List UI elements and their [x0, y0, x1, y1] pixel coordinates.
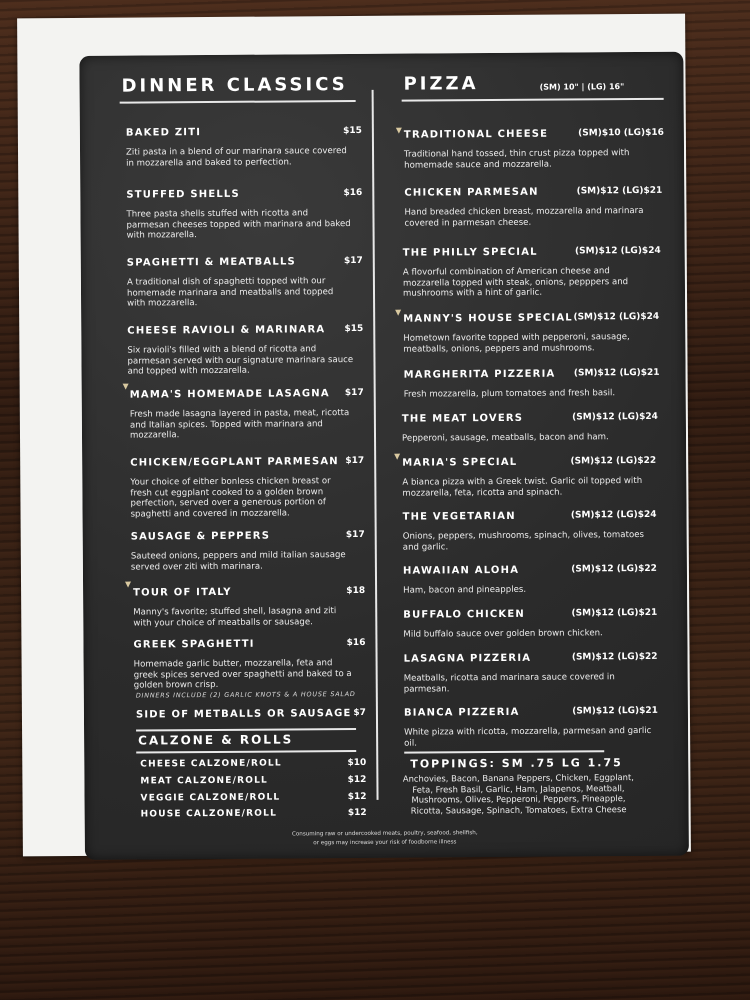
- item-name: STUFFED SHELLS: [126, 188, 240, 201]
- item-price: $12: [347, 774, 367, 786]
- item-price: $15: [344, 323, 364, 335]
- pizza-item: [403, 510, 657, 553]
- item-price: $12: [347, 807, 367, 819]
- item-name: CHEESE CALZONE/ROLL: [140, 758, 282, 770]
- dinner-note: DINNERS INCLUDE (2) GARLIC KNOTS & A HOUSE SALAD: [135, 689, 356, 700]
- pizza-item: [403, 608, 657, 640]
- item-name: BUFFALO CHICKEN: [403, 608, 526, 621]
- item-description: Traditional hand tossed, thin crust pizza topped with homemade sauce and mozzarella.: [404, 148, 630, 171]
- item-name: CHICKEN PARMESAN: [404, 186, 539, 199]
- dinner-item: [127, 324, 363, 377]
- item-name: GREEK SPAGHETTI: [133, 638, 255, 651]
- item-price: (SM)$12 (LG)$24: [573, 311, 660, 323]
- dinner-item: [127, 256, 363, 309]
- column-divider: [372, 90, 379, 800]
- item-description: Manny's favorite; stuffed shell, lasagna and ziti with your choice of meatballs or sausage.: [133, 606, 337, 629]
- item-price: (SM)$12 (LG)$21: [573, 367, 660, 379]
- leaf-icon: [125, 582, 131, 588]
- item-name: CHEESE RAVIOLI & MARINARA: [127, 324, 326, 337]
- item-description: Six ravioli's filled with a blend of ricotta and parmesan served with our signature marinara sauce and topped with mozzarella.: [127, 344, 354, 377]
- pizza-title-rule: [402, 98, 664, 102]
- pizza-sizes: (SM) 10" | (LG) 16": [539, 82, 625, 92]
- item-price: (SM)$12 (LG)$21: [572, 705, 658, 717]
- item-description: Mild buffalo sauce over golden brown chicken.: [403, 628, 603, 640]
- item-price: $17: [345, 529, 365, 541]
- item-name: HAWAIIAN ALOHA: [402, 564, 520, 577]
- item-description: White pizza with ricotta, mozzarella, parmesan and garlic oil.: [404, 725, 652, 749]
- item-description: Meatballs, ricotta and marinara sauce covered in parmesan.: [403, 672, 615, 695]
- item-price: $12: [347, 791, 367, 803]
- item-price: (SM)$12 (LG)$21: [571, 607, 658, 619]
- disclaimer-line: Consuming raw or undercooked meats, poultry, seafood, shellfish,: [291, 830, 478, 838]
- item-name: MARGHERITA PIZZERIA: [403, 368, 556, 381]
- item-price: (SM)$12 (LG)$24: [570, 509, 657, 521]
- item-name: VEGGIE CALZONE/ROLL: [140, 792, 281, 804]
- pizza-item: [402, 456, 656, 499]
- pizza-item: [404, 186, 662, 229]
- leaf-icon: [395, 310, 401, 316]
- calzone-item: [140, 775, 366, 787]
- item-price: $10: [347, 757, 367, 769]
- item-description: Hometown favorite topped with pepperoni, sausage, meatballs, onions, peppers and mushrooms.: [403, 332, 630, 355]
- pizza-title: PIZZA: [403, 73, 479, 95]
- item-description: Fresh mozzarella, plum tomatoes and fresh basil.: [403, 388, 616, 400]
- item-description: Hand breaded chicken breast, mozzarella and marinara covered in parmesan cheese.: [404, 205, 644, 229]
- item-price: (SM)$12 (LG)$22: [571, 651, 658, 663]
- item-name: BIANCA PIZZERIA: [403, 706, 520, 719]
- dinner-item: [131, 530, 365, 573]
- side-item: [136, 708, 366, 721]
- item-price: $15: [343, 125, 362, 137]
- food-safety-disclaimer: [235, 829, 535, 849]
- item-price: $18: [346, 585, 366, 597]
- item-name: TRADITIONAL CHEESE: [403, 128, 549, 141]
- calzone-item: [140, 792, 366, 804]
- toppings-rule: [404, 750, 604, 753]
- dinner-item: [130, 388, 364, 441]
- dinner-item: [130, 456, 364, 520]
- item-description: A bianca pizza with a Greek twist. Garlic oil topped with mozzarella, feta, ricotta and spinach.: [402, 475, 643, 499]
- pizza-item: [404, 368, 660, 400]
- item-description: Sauteed onions, peppers and mild italian sausage served over ziti with marinara.: [130, 550, 346, 573]
- pizza-item: [403, 312, 659, 355]
- item-name: LASAGNA PIZZERIA: [403, 652, 532, 665]
- pizza-item: [403, 564, 657, 596]
- item-description: Ham, bacon and pineapples.: [403, 584, 527, 596]
- item-price: (SM)$12 (LG)$22: [570, 455, 657, 467]
- pizza-item: [404, 652, 658, 695]
- item-name: SAUSAGE & PEPPERS: [130, 530, 271, 543]
- item-name: CHICKEN/EGGPLANT PARMESAN: [130, 456, 339, 469]
- item-description: A traditional dish of spaghetti topped with our homemade marinara and meatballs and topped with mozzarella.: [126, 276, 334, 309]
- dinner-item: [133, 586, 365, 629]
- item-name: HOUSE CALZONE/ROLL: [140, 808, 278, 820]
- pizza-item: [404, 706, 658, 749]
- toppings-list: Anchovies, Bacon, Banana Peppers, Chicken, Eggplant, Feta, Fresh Basil, Garlic, Ham, Jalapenos, Meatball, Mushrooms, Olives, Pepperoni, Peppers, Pineapple, Ricotta, Sausage, Spinach, Tomatoes, Extra Cheese: [402, 772, 634, 816]
- menu-board: [79, 52, 689, 860]
- item-name: TOUR OF ITALY: [133, 586, 232, 599]
- menu-paper: [17, 14, 691, 857]
- item-price: (SM)$12 (LG)$24: [572, 411, 658, 423]
- item-description: A flovorful combination of American cheese and mozzarella topped with steak, onions, pepppers and mushrooms with a hint of garlic.: [402, 266, 629, 299]
- item-price: $17: [344, 387, 364, 399]
- item-name: MEAT CALZONE/ROLL: [140, 775, 268, 787]
- calzone-item: [141, 808, 367, 820]
- item-price: $7: [353, 707, 366, 719]
- calzone-title: CALZONE & ROLLS: [138, 732, 294, 748]
- item-description: Homemade garlic butter, mozzarella, feta and greek spices served over spaghetti and baked to a golden brown crisp.: [133, 658, 352, 691]
- item-price: (SM)$12 (LG)$24: [574, 245, 661, 257]
- dinner-classics-title: DINNER CLASSICS: [121, 74, 348, 97]
- item-name: MAMA'S HOMEMADE LASAGNA: [129, 388, 330, 401]
- leaf-icon: [123, 384, 129, 390]
- item-price: (SM)$12 (LG)$22: [571, 563, 657, 575]
- pizza-item: [402, 412, 658, 444]
- item-name: SIDE OF METBALLS OR SAUSAGE: [135, 708, 352, 721]
- item-name: MARIA'S SPECIAL: [402, 456, 518, 469]
- item-name: SPAGHETTI & MEATBALLS: [126, 256, 296, 269]
- pizza-item: [403, 246, 661, 299]
- item-description: Ziti pasta in a blend of our marinara sauce covered in mozzarella and baked to perfection.: [125, 146, 347, 169]
- leaf-icon: [394, 454, 400, 460]
- item-description: Three pasta shells stuffed with ricotta and parmesan cheeses topped with marinara and baked with mozzarella.: [126, 208, 351, 241]
- item-price: $16: [343, 187, 363, 199]
- dinner-item: [133, 638, 365, 691]
- leaf-icon: [396, 128, 402, 134]
- toppings-title: TOPPINGS: SM .75 LG 1.75: [410, 756, 623, 771]
- item-name: THE PHILLY SPECIAL: [402, 246, 538, 259]
- dinner-item: [126, 188, 362, 241]
- calzone-top-rule: [136, 728, 356, 732]
- item-name: BAKED ZITI: [125, 127, 202, 139]
- item-price: (SM)$10 (LG)$16: [578, 127, 664, 139]
- item-price: (SM)$12 (LG)$21: [576, 185, 663, 197]
- calzone-bottom-rule: [136, 750, 356, 754]
- item-name: THE VEGETARIAN: [402, 510, 516, 523]
- item-description: Pepperoni, sausage, meatballs, bacon and ham.: [401, 432, 609, 444]
- item-name: MANNY'S HOUSE SPECIAL: [403, 312, 573, 325]
- disclaimer-line: or eggs may increase your risk of foodborne illness: [313, 839, 457, 847]
- item-description: Onions, peppers, mushrooms, spinach, olives, tomatoes and garlic.: [402, 529, 644, 553]
- calzone-item: [140, 758, 366, 770]
- pizza-item: [404, 128, 664, 171]
- dinner-item: [126, 126, 362, 169]
- item-name: THE MEAT LOVERS: [401, 412, 524, 425]
- item-description: Your choice of either bonless chicken breast or fresh cut eggplant cooked to a golden brown perfection, served over a generous portion of spaghetti and covered in mozzarella.: [130, 476, 331, 520]
- item-price: $16: [346, 637, 366, 649]
- item-description: Fresh made lasagna layered in pasta, meat, ricotta and Italian spices. Topped with marinara and mozzarella.: [129, 408, 350, 441]
- dinner-title-rule: [120, 100, 356, 104]
- item-price: $17: [343, 255, 363, 267]
- item-price: $17: [345, 455, 365, 467]
